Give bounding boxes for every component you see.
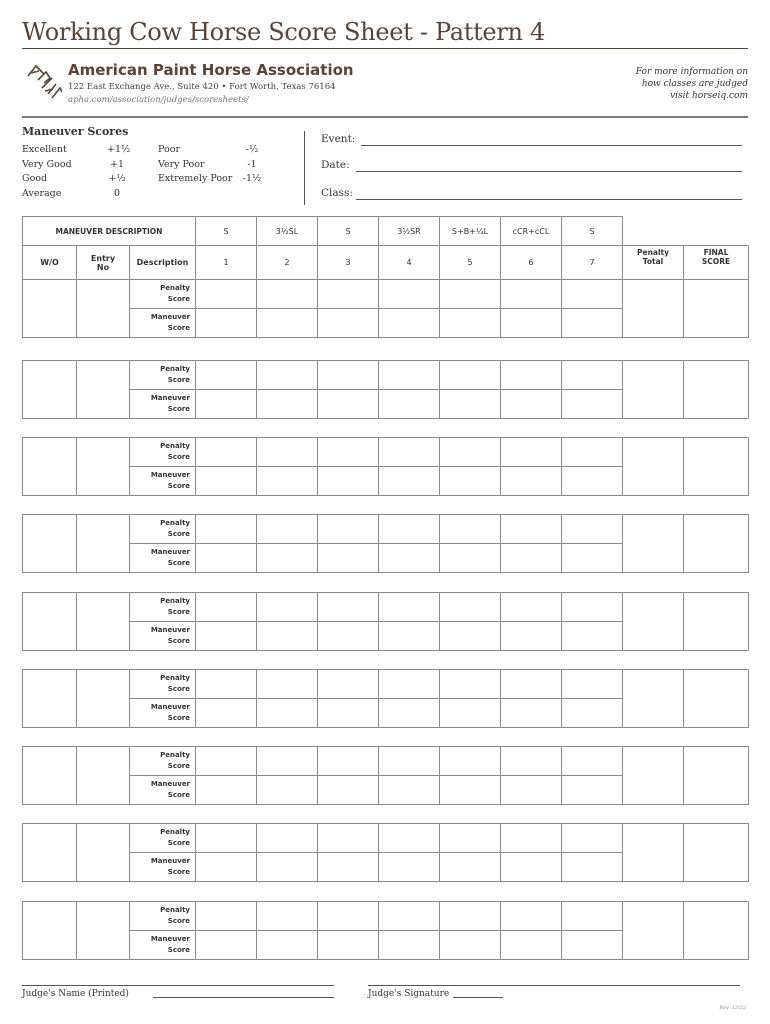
label-line: Penalty	[160, 442, 190, 450]
penalty-score-cell[interactable]	[562, 747, 623, 776]
penalty-score-cell[interactable]	[257, 438, 318, 467]
maneuver-score-cell[interactable]	[562, 309, 623, 338]
penalty-score-cell[interactable]	[562, 593, 623, 622]
maneuver-score-cell[interactable]	[562, 622, 623, 651]
final-score-cell[interactable]	[684, 515, 749, 573]
maneuver-score-cell[interactable]	[501, 544, 562, 573]
penalty-score-cell[interactable]	[440, 438, 501, 467]
label-line: Maneuver	[150, 857, 190, 865]
maneuver-score-cell[interactable]	[257, 390, 318, 419]
maneuver-header: S	[318, 217, 379, 246]
maneuver-score-labels-right	[158, 143, 232, 187]
judge-signature-line[interactable]	[368, 985, 740, 986]
score-label: Very Poor	[158, 158, 205, 170]
maneuver-score-cell[interactable]	[318, 544, 379, 573]
penalty-score-cell[interactable]	[440, 670, 501, 699]
maneuver-score-cell[interactable]	[196, 853, 257, 882]
label-line: Score	[167, 559, 190, 567]
more-info-line: For more information on	[635, 67, 748, 77]
penalty-score-label	[130, 515, 196, 544]
label-line: Penalty	[160, 751, 190, 759]
label-line: Score	[167, 685, 190, 693]
penalty-score-cell[interactable]	[318, 747, 379, 776]
maneuver-score-cell[interactable]	[440, 390, 501, 419]
label-line: Score	[167, 530, 190, 538]
penalty-score-label	[130, 902, 196, 931]
label-line: Score	[167, 295, 190, 303]
judge-name-label: Judge's Name (Printed)	[22, 989, 129, 999]
judge-signature-label: Judge's Signature	[368, 989, 450, 999]
final-score-cell[interactable]	[684, 280, 749, 338]
entry-number-cell[interactable]	[77, 902, 130, 960]
penalty-score-label	[130, 438, 196, 467]
final-score-header	[684, 246, 749, 280]
penalty-score-cell[interactable]	[562, 515, 623, 544]
penalty-score-cell[interactable]	[440, 280, 501, 309]
penalty-score-cell[interactable]	[501, 515, 562, 544]
label-line: Penalty	[160, 284, 190, 292]
score-value: -1	[247, 158, 257, 170]
maneuver-score-cell[interactable]	[257, 622, 318, 651]
penalty-total-cell[interactable]	[623, 361, 684, 419]
page-title: Working Cow Horse Score Sheet - Pattern 4	[22, 18, 545, 46]
maneuver-number: 5	[440, 246, 501, 280]
class-label: Class:	[321, 187, 353, 199]
maneuver-score-label	[130, 309, 196, 338]
label-line: Score	[167, 917, 190, 925]
penalty-score-cell[interactable]	[501, 361, 562, 390]
label-line: Score	[167, 453, 190, 461]
label-line: Score	[167, 324, 190, 332]
judge-name-line[interactable]	[22, 985, 334, 986]
entry-block	[22, 901, 749, 960]
maneuver-score-cell[interactable]	[196, 931, 257, 960]
maneuver-score-cell[interactable]	[196, 390, 257, 419]
maneuver-score-cell[interactable]	[196, 699, 257, 728]
penalty-score-label	[130, 670, 196, 699]
label-line: Score	[167, 946, 190, 954]
wo-cell[interactable]	[23, 361, 77, 419]
maneuver-score-cell[interactable]	[562, 467, 623, 496]
entry-number-cell[interactable]	[77, 515, 130, 573]
penalty-score-cell[interactable]	[196, 593, 257, 622]
maneuver-score-cell[interactable]	[501, 931, 562, 960]
maneuver-header: S	[196, 217, 257, 246]
penalty-score-cell[interactable]	[379, 670, 440, 699]
title-divider	[22, 48, 748, 49]
label-line: Score	[167, 868, 190, 876]
maneuver-score-cell[interactable]	[196, 776, 257, 805]
maneuver-score-cell[interactable]	[440, 931, 501, 960]
label-line: Score	[167, 376, 190, 384]
org-name: American Paint Horse Association	[68, 61, 354, 79]
maneuver-score-label	[130, 544, 196, 573]
penalty-score-cell[interactable]	[379, 824, 440, 853]
score-table-header	[22, 216, 749, 280]
penalty-score-cell[interactable]	[501, 438, 562, 467]
penalty-score-cell[interactable]	[379, 280, 440, 309]
maneuver-score-cell[interactable]	[562, 853, 623, 882]
penalty-score-cell[interactable]	[196, 280, 257, 309]
maneuver-score-cell[interactable]	[501, 699, 562, 728]
penalty-score-cell[interactable]	[257, 824, 318, 853]
penalty-score-cell[interactable]	[440, 515, 501, 544]
date-label: Date:	[321, 159, 350, 171]
entry-block	[22, 592, 749, 651]
wo-cell[interactable]	[23, 515, 77, 573]
penalty-score-cell[interactable]	[318, 280, 379, 309]
maneuver-number: 6	[501, 246, 562, 280]
judge-name-underline	[153, 997, 334, 998]
maneuver-header: 3½SL	[257, 217, 318, 246]
maneuver-score-cell[interactable]	[440, 309, 501, 338]
revision-note: Rev. 12/22	[719, 1005, 746, 1011]
maneuver-score-cell[interactable]	[318, 309, 379, 338]
label-line: Score	[167, 791, 190, 799]
maneuver-score-cell[interactable]	[196, 544, 257, 573]
penalty-score-cell[interactable]	[379, 747, 440, 776]
entry-block	[22, 437, 749, 496]
label-line: Score	[167, 405, 190, 413]
label-line: Score	[167, 762, 190, 770]
score-value: -½	[245, 144, 259, 155]
label-line: Maneuver	[150, 780, 190, 788]
penalty-score-cell[interactable]	[501, 902, 562, 931]
penalty-score-cell[interactable]	[257, 902, 318, 931]
maneuver-score-cell[interactable]	[318, 931, 379, 960]
penalty-score-cell[interactable]	[257, 593, 318, 622]
maneuver-score-cell[interactable]	[562, 390, 623, 419]
penalty-score-cell[interactable]	[196, 515, 257, 544]
maneuver-scores-title: Maneuver Scores	[22, 125, 129, 138]
penalty-score-cell[interactable]	[440, 747, 501, 776]
penalty-score-cell[interactable]	[257, 515, 318, 544]
penalty-total-cell[interactable]	[623, 280, 684, 338]
wo-cell[interactable]	[23, 280, 77, 338]
maneuver-score-cell[interactable]	[501, 853, 562, 882]
section-divider	[304, 131, 305, 205]
final-score-cell[interactable]	[684, 361, 749, 419]
final-score-cell[interactable]	[684, 670, 749, 728]
maneuver-header: 3½SR	[379, 217, 440, 246]
maneuver-score-cell[interactable]	[440, 699, 501, 728]
maneuver-score-cell[interactable]	[257, 467, 318, 496]
penalty-score-cell[interactable]	[196, 361, 257, 390]
penalty-score-cell[interactable]	[379, 438, 440, 467]
penalty-score-cell[interactable]	[196, 670, 257, 699]
penalty-score-label	[130, 593, 196, 622]
score-label: Extremely Poor	[158, 173, 233, 184]
label-line: Score	[167, 839, 190, 847]
apha-logo-icon	[24, 62, 62, 102]
penalty-score-cell[interactable]	[562, 824, 623, 853]
maneuver-score-cell[interactable]	[562, 699, 623, 728]
entry-block	[22, 669, 749, 728]
final-score-line: SCORE	[701, 257, 731, 266]
maneuver-score-cell[interactable]	[562, 931, 623, 960]
maneuver-score-label	[130, 467, 196, 496]
final-score-cell[interactable]	[684, 593, 749, 651]
header-divider	[22, 116, 748, 118]
label-line: Score	[167, 608, 190, 616]
penalty-total-cell[interactable]	[623, 824, 684, 882]
maneuver-score-cell[interactable]	[379, 544, 440, 573]
maneuver-score-label	[130, 776, 196, 805]
score-label: Poor	[158, 144, 180, 155]
entry-header	[77, 246, 130, 280]
maneuver-score-cell[interactable]	[501, 776, 562, 805]
maneuver-description-header: MANEUVER DESCRIPTION	[23, 217, 196, 246]
entry-block	[22, 823, 749, 882]
penalty-score-cell[interactable]	[379, 902, 440, 931]
more-info-link[interactable]: visit horseiq.com	[670, 91, 748, 101]
maneuver-score-cell[interactable]	[196, 622, 257, 651]
maneuver-header: cCR+cCL	[501, 217, 562, 246]
label-line: Maneuver	[150, 313, 190, 321]
penalty-score-cell[interactable]	[257, 361, 318, 390]
label-line: Penalty	[160, 906, 190, 914]
entry-header-line: Entry	[90, 253, 116, 263]
class-field[interactable]	[356, 199, 742, 200]
penalty-score-cell[interactable]	[440, 593, 501, 622]
maneuver-score-cell[interactable]	[562, 544, 623, 573]
maneuver-number: 3	[318, 246, 379, 280]
penalty-total-line: Total	[642, 257, 664, 266]
label-line: Maneuver	[150, 548, 190, 556]
penalty-total-line: Penalty	[636, 248, 670, 257]
final-score-cell[interactable]	[684, 747, 749, 805]
penalty-score-label	[130, 361, 196, 390]
final-score-line: FINAL	[703, 248, 729, 257]
maneuver-score-values-right	[240, 143, 264, 187]
maneuver-score-cell[interactable]	[196, 309, 257, 338]
maneuver-score-cell[interactable]	[379, 699, 440, 728]
maneuver-score-cell[interactable]	[501, 309, 562, 338]
final-score-cell[interactable]	[684, 438, 749, 496]
penalty-score-cell[interactable]	[196, 747, 257, 776]
penalty-score-cell[interactable]	[562, 361, 623, 390]
maneuver-score-cell[interactable]	[257, 853, 318, 882]
penalty-score-cell[interactable]	[440, 824, 501, 853]
maneuver-score-cell[interactable]	[379, 622, 440, 651]
penalty-score-cell[interactable]	[562, 902, 623, 931]
penalty-total-cell[interactable]	[623, 515, 684, 573]
maneuver-score-label	[130, 931, 196, 960]
wo-cell[interactable]	[23, 593, 77, 651]
penalty-score-cell[interactable]	[196, 438, 257, 467]
penalty-score-cell[interactable]	[196, 902, 257, 931]
maneuver-score-cell[interactable]	[440, 544, 501, 573]
maneuver-score-cell[interactable]	[501, 622, 562, 651]
label-line: Maneuver	[150, 394, 190, 402]
maneuver-score-cell[interactable]	[379, 467, 440, 496]
penalty-score-cell[interactable]	[318, 438, 379, 467]
label-line: Penalty	[160, 828, 190, 836]
description-header: Description	[130, 246, 196, 280]
more-info-note	[598, 66, 748, 102]
penalty-score-cell[interactable]	[501, 747, 562, 776]
score-value: -1½	[242, 173, 262, 184]
penalty-score-cell[interactable]	[318, 593, 379, 622]
maneuver-score-cell[interactable]	[318, 776, 379, 805]
label-line: Penalty	[160, 674, 190, 682]
org-url[interactable]: apha.com/association/judges/scoresheets/	[68, 95, 249, 105]
maneuver-score-cell[interactable]	[257, 309, 318, 338]
date-field[interactable]	[356, 171, 742, 172]
maneuver-score-cell[interactable]	[318, 622, 379, 651]
maneuver-score-cell[interactable]	[257, 544, 318, 573]
penalty-score-cell[interactable]	[318, 902, 379, 931]
event-label: Event:	[321, 133, 356, 145]
penalty-total-cell[interactable]	[623, 438, 684, 496]
entry-number-cell[interactable]	[77, 280, 130, 338]
org-address: 122 East Exchange Ave., Suite 420 • Fort Worth, Texas 76164	[68, 82, 336, 92]
maneuver-score-cell[interactable]	[257, 931, 318, 960]
maneuver-score-cell[interactable]	[379, 390, 440, 419]
entry-number-cell[interactable]	[77, 361, 130, 419]
maneuver-header: S	[562, 217, 623, 246]
score-value: +1½	[107, 144, 131, 155]
maneuver-header: S+B+¼L	[440, 217, 501, 246]
wo-cell[interactable]	[23, 670, 77, 728]
entry-number-cell[interactable]	[77, 670, 130, 728]
entry-number-cell[interactable]	[77, 438, 130, 496]
penalty-score-cell[interactable]	[562, 438, 623, 467]
maneuver-score-cell[interactable]	[440, 467, 501, 496]
penalty-score-cell[interactable]	[440, 361, 501, 390]
maneuver-score-cell[interactable]	[318, 853, 379, 882]
entry-block	[22, 514, 749, 573]
penalty-score-cell[interactable]	[379, 593, 440, 622]
score-label: Average	[22, 187, 62, 199]
maneuver-score-cell[interactable]	[379, 776, 440, 805]
maneuver-score-cell[interactable]	[501, 390, 562, 419]
entry-header-line: No	[96, 262, 110, 272]
label-line: Score	[167, 482, 190, 490]
maneuver-number: 2	[257, 246, 318, 280]
penalty-score-cell[interactable]	[440, 902, 501, 931]
penalty-score-cell[interactable]	[501, 593, 562, 622]
maneuver-score-cell[interactable]	[501, 467, 562, 496]
penalty-score-cell[interactable]	[257, 280, 318, 309]
maneuver-score-cell[interactable]	[196, 467, 257, 496]
maneuver-score-label	[130, 390, 196, 419]
penalty-total-cell[interactable]	[623, 670, 684, 728]
entry-number-cell[interactable]	[77, 593, 130, 651]
penalty-score-cell[interactable]	[318, 670, 379, 699]
entry-block	[22, 360, 749, 419]
maneuver-score-cell[interactable]	[257, 699, 318, 728]
penalty-total-cell[interactable]	[623, 902, 684, 960]
final-score-cell[interactable]	[684, 824, 749, 882]
maneuver-score-cell[interactable]	[562, 776, 623, 805]
more-info-line: how classes are judged	[641, 79, 748, 89]
penalty-total-header	[623, 246, 684, 280]
penalty-score-cell[interactable]	[318, 824, 379, 853]
penalty-score-cell[interactable]	[562, 670, 623, 699]
penalty-score-cell[interactable]	[562, 280, 623, 309]
maneuver-score-label	[130, 853, 196, 882]
score-value: +1	[109, 158, 124, 170]
maneuver-score-cell[interactable]	[318, 699, 379, 728]
penalty-score-cell[interactable]	[318, 515, 379, 544]
event-field[interactable]	[361, 145, 742, 146]
maneuver-score-cell[interactable]	[379, 309, 440, 338]
penalty-score-cell[interactable]	[318, 361, 379, 390]
score-label: Excellent	[22, 144, 67, 155]
label-line: Maneuver	[150, 471, 190, 479]
penalty-score-cell[interactable]	[379, 515, 440, 544]
maneuver-score-cell[interactable]	[440, 622, 501, 651]
score-value: +½	[108, 173, 126, 184]
maneuver-score-labels-left	[22, 143, 72, 201]
wo-cell[interactable]	[23, 902, 77, 960]
wo-cell[interactable]	[23, 824, 77, 882]
score-label: Good	[22, 173, 48, 184]
penalty-score-cell[interactable]	[501, 280, 562, 309]
label-line: Maneuver	[150, 935, 190, 943]
penalty-score-label	[130, 280, 196, 309]
maneuver-number: 1	[196, 246, 257, 280]
maneuver-number: 7	[562, 246, 623, 280]
label-line: Penalty	[160, 597, 190, 605]
judge-signature-underline	[453, 997, 503, 998]
maneuver-score-cell[interactable]	[379, 853, 440, 882]
wo-cell[interactable]	[23, 438, 77, 496]
penalty-score-cell[interactable]	[379, 361, 440, 390]
penalty-score-cell[interactable]	[501, 824, 562, 853]
penalty-score-cell[interactable]	[257, 747, 318, 776]
wo-header: W/O	[23, 246, 77, 280]
maneuver-score-values-left	[107, 143, 131, 201]
final-score-cell[interactable]	[684, 902, 749, 960]
maneuver-number: 4	[379, 246, 440, 280]
label-line: Score	[167, 714, 190, 722]
maneuver-score-cell[interactable]	[318, 390, 379, 419]
score-label: Very Good	[22, 158, 72, 170]
maneuver-score-cell[interactable]	[440, 776, 501, 805]
label-line: Score	[167, 637, 190, 645]
label-line: Penalty	[160, 519, 190, 527]
penalty-score-cell[interactable]	[501, 670, 562, 699]
maneuver-score-label	[130, 622, 196, 651]
entry-number-cell[interactable]	[77, 747, 130, 805]
entry-number-cell[interactable]	[77, 824, 130, 882]
label-line: Maneuver	[150, 626, 190, 634]
maneuver-score-cell[interactable]	[257, 776, 318, 805]
label-line: Penalty	[160, 365, 190, 373]
penalty-score-label	[130, 747, 196, 776]
maneuver-score-cell[interactable]	[318, 467, 379, 496]
penalty-score-cell[interactable]	[196, 824, 257, 853]
penalty-score-cell[interactable]	[257, 670, 318, 699]
maneuver-score-cell[interactable]	[440, 853, 501, 882]
wo-cell[interactable]	[23, 747, 77, 805]
penalty-total-cell[interactable]	[623, 747, 684, 805]
score-value: 0	[113, 187, 121, 199]
label-line: Maneuver	[150, 703, 190, 711]
penalty-score-label	[130, 824, 196, 853]
entry-block	[22, 746, 749, 805]
entry-block	[22, 279, 749, 338]
penalty-total-cell[interactable]	[623, 593, 684, 651]
maneuver-score-cell[interactable]	[379, 931, 440, 960]
maneuver-score-label	[130, 699, 196, 728]
